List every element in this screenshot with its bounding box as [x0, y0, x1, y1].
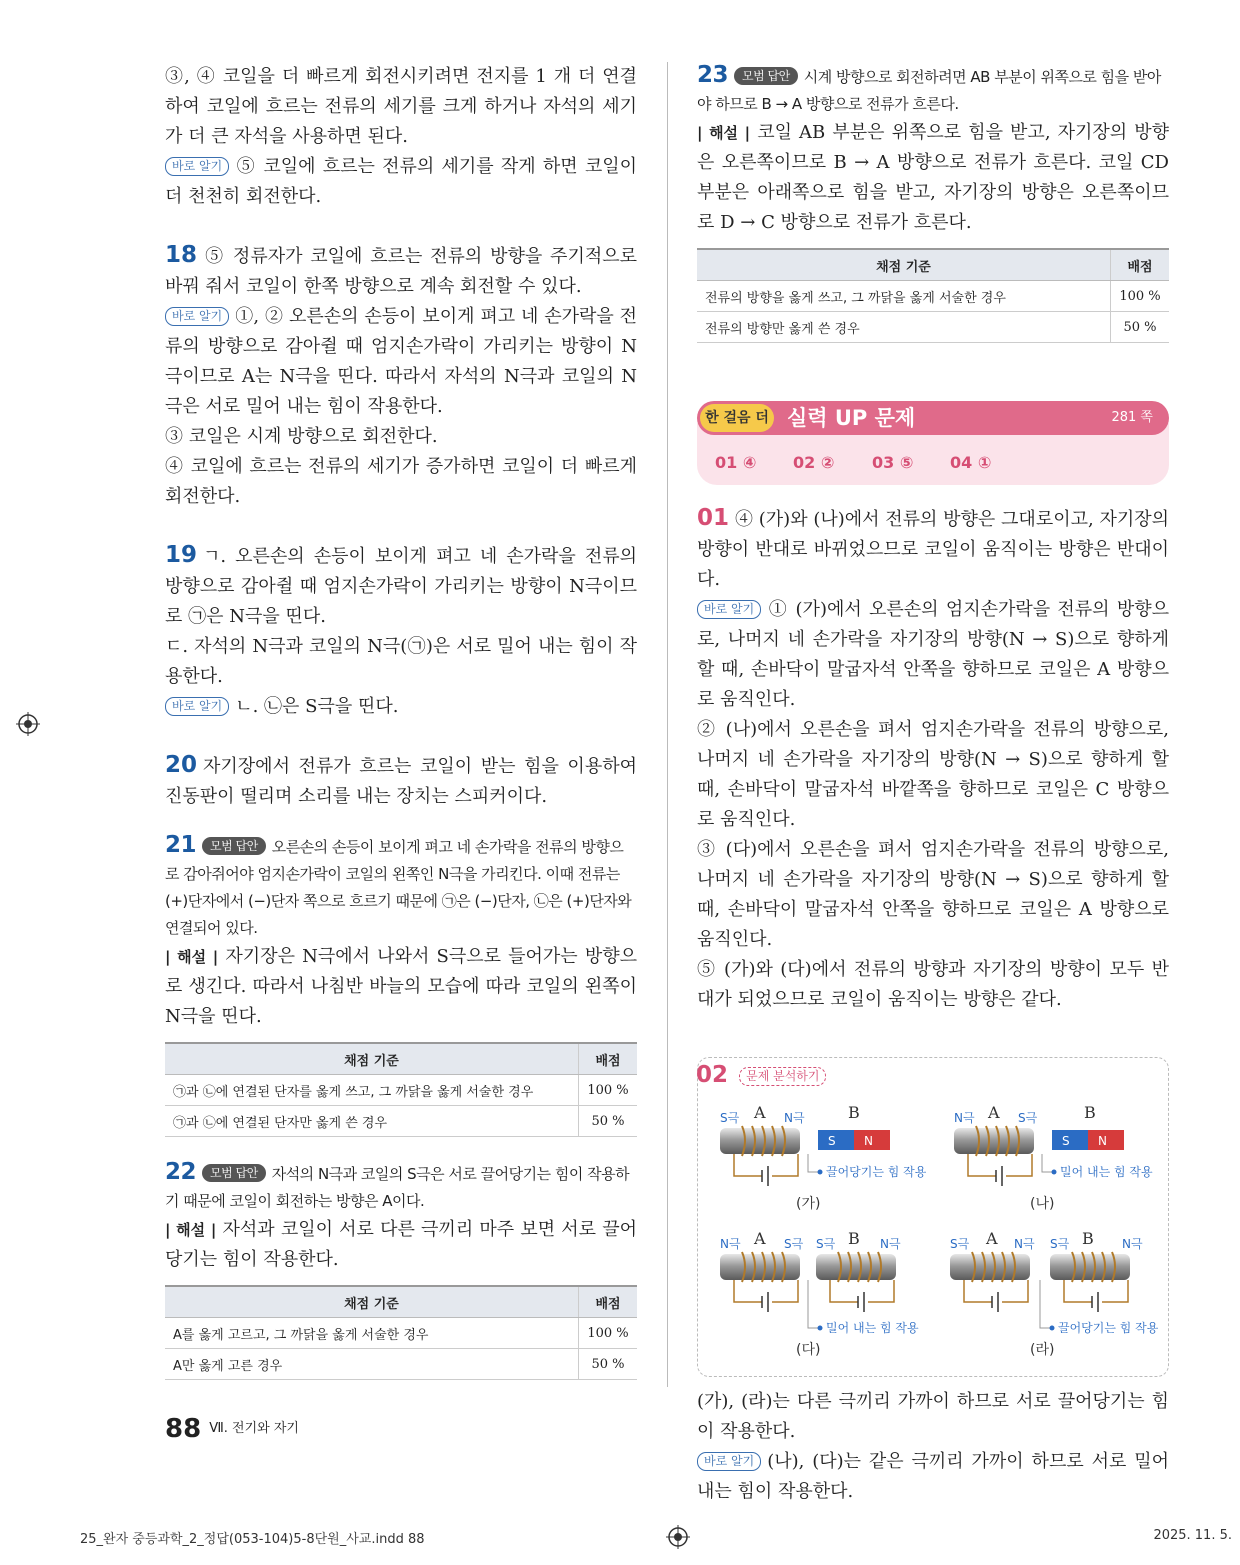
- table-row: ㉠과 ㉡에 연결된 단자를 옳게 쓰고, 그 까닭을 옳게 서술한 경우 100 %: [165, 1075, 637, 1106]
- svg-text:S극: S극: [1018, 1111, 1038, 1125]
- grading-table-21: 채점 기준 배점 ㉠과 ㉡에 연결된 단자를 옳게 쓰고, 그 까닭을 옳게 서술한 경우 100 % ㉠과 ㉡에 연결된 단자만 옳게 쓴 경우 50 %: [165, 1042, 637, 1137]
- svg-text:A: A: [754, 1229, 766, 1248]
- answer-item: 04 ①: [950, 453, 992, 472]
- magnet-coil-diagram: [698, 1058, 1168, 1376]
- question-number: 18: [165, 242, 198, 268]
- page-footer: [165, 1414, 299, 1444]
- print-file-info: 25_완자 중등과학_2_정답(053-104)5-8단원_사교.indd 88: [80, 1532, 425, 1547]
- problem-01: 01 ④ (가)와 (나)에서 전류의 방향은 그대로이고, 자기장의 방향이 반대로 바뀌었으므로 코일이 움직이는 방향은 반대이다.: [697, 505, 1169, 590]
- table-row: 전류의 방향만 옳게 쓴 경우 50 %: [697, 312, 1169, 343]
- print-date: 2025. 11. 5.: [1153, 1528, 1232, 1543]
- table-row: A를 옳게 고르고, 그 까닭을 옳게 서술한 경우 100 %: [165, 1318, 637, 1349]
- problem-02-note: 바로 알기 (나), (다)는 같은 극끼리 가까이 하므로 서로 밀어 내는 힘이 작용한다.: [697, 1451, 1169, 1502]
- answer-19: 19 ㄱ. 오른손의 손등이 보이게 펴고 네 손가락을 전류의 방향으로 감아쥘 때 엄지손가락이 가리키는 방향이 N극이므로 ㉠은 N극을 띤다.: [165, 542, 637, 627]
- answer-17-cont: ③, ④ 코일을 더 빠르게 회전시키려면 전지를 1 개 더 연결하여 코일에 흐르는 전류의 세기를 크게 하거나 자석의 세기가 더 큰 자석을 사용하면 된다.: [165, 66, 637, 147]
- page-number: 88: [165, 1414, 202, 1444]
- svg-text:S극: S극: [720, 1111, 740, 1125]
- analysis-diagram: 02 문제 분석하기 S N S극 N극 A B 끌어당기는 힘 작용 (가) S N N극 S극 A B 밀어 내는 힘 작용 (나) N극 S극 S극 N극 A B 밀어 내는 힘 작용 (다) S극 N극 S극 N극 A B 끌어당기는 힘 작용 (라): [697, 1057, 1169, 1377]
- svg-text:S극: S극: [950, 1237, 970, 1251]
- svg-text:S극: S극: [1050, 1237, 1070, 1251]
- grading-table-22: 채점 기준 배점 A를 옳게 고르고, 그 까닭을 옳게 서술한 경우 100 % A만 옳게 고른 경우 50 %: [165, 1285, 637, 1380]
- svg-text:N극: N극: [1122, 1237, 1143, 1251]
- problem-01-note: 바로 알기 ① (가)에서 오른손의 엄지손가락을 전류의 방향으로, 나머지 네 손가락을 자기장의 방향(N → S)으로 향하게 할 때, 손바닥이 말굽자석 안쪽을 향하므로 코일은 A 방향으로 움직인다.: [697, 599, 1169, 710]
- grading-table-23: 채점 기준 배점 전류의 방향을 옳게 쓰고, 그 까닭을 옳게 서술한 경우 100 % 전류의 방향만 옳게 쓴 경우 50 %: [697, 248, 1169, 343]
- answer-18-note: 바로 알기 ①, ② 오른손의 손등이 보이게 펴고 네 손가락을 전류의 방향으로 감아쥘 때 엄지손가락이 가리키는 방향이 N극이므로 A는 N극을 띤다. 따라서 자석의 N극과 코일의 N극은 서로 밀어 내는 힘이 작용한다.: [165, 306, 637, 417]
- table-row: ㉠과 ㉡에 연결된 단자만 옳게 쓴 경우 50 %: [165, 1106, 637, 1137]
- svg-text:(나): (나): [1030, 1196, 1055, 1212]
- answer-17-note: 바로 알기 ⑤ 코일에 흐르는 전류의 세기를 작게 하면 코일이 더 천천히 회전한다.: [165, 156, 637, 207]
- svg-text:S: S: [1062, 1134, 1070, 1148]
- svg-text:끌어당기는 힘 작용: 끌어당기는 힘 작용: [1058, 1321, 1159, 1335]
- registration-mark-icon: [666, 1525, 690, 1549]
- left-column: [165, 62, 637, 1384]
- answer-18: 18 ⑤ 정류자가 코일에 흐르는 전류의 방향을 주기적으로 바꿔 줘서 코일이 한쪽 방향으로 계속 회전할 수 있다.: [165, 242, 637, 297]
- explain-label: | 해설 |: [165, 948, 219, 966]
- registration-mark-icon: [16, 712, 40, 736]
- svg-text:B: B: [1084, 1103, 1096, 1122]
- column-divider: [667, 62, 668, 1387]
- answer-21-explain: | 해설 | 자기장은 N극에서 나와서 S극으로 들어가는 방향으로 생긴다. 따라서 나침반 바늘의 모습에 따라 코일의 왼쪽이 N극을 띤다.: [165, 946, 638, 1027]
- svg-text:N극: N극: [880, 1237, 901, 1251]
- svg-text:B: B: [848, 1103, 860, 1122]
- answer-21: 21 모범 답안 오른손의 손등이 보이게 펴고 네 손가락을 전류의 방향으로 감아쥐어야 엄지손가락이 코일의 왼쪽인 N극을 가리킨다. 이때 전류는 (+)단자에서 (−)단자 쪽으로 흐르기 때문에 ㉠은 (−)단자, ㉡은 (+)단자와 연결되어 있다.: [165, 832, 632, 937]
- svg-text:밀어 내는 힘 작용: 밀어 내는 힘 작용: [826, 1321, 919, 1335]
- baro-tag: 바로 알기: [165, 157, 229, 176]
- problem-01-line2: ② (나)에서 오른손을 펴서 엄지손가락을 전류의 방향으로, 나머지 네 손가락을 자기장의 방향(N → S)으로 향하게 할 때, 손바닥이 말굽자석 바깥쪽을 향하므로 코일은 C 방향으로 움직인다.: [697, 719, 1169, 830]
- model-answer-tag: 모범 답안: [202, 837, 266, 855]
- svg-text:끌어당기는 힘 작용: 끌어당기는 힘 작용: [826, 1165, 927, 1179]
- skill-up-box: [697, 401, 1169, 489]
- svg-text:(라): (라): [1030, 1342, 1055, 1358]
- panel-ga: [720, 1103, 927, 1212]
- answer-22: 22 모범 답안 자석의 N극과 코일의 S극은 서로 끌어당기는 힘이 작용하기 때문에 코일이 회전하는 방향은 A이다.: [165, 1159, 630, 1210]
- svg-text:N극: N극: [1014, 1237, 1035, 1251]
- answer-19-line2: ㄷ. 자석의 N극과 코일의 N극(㉠)은 서로 밀어 내는 힘이 작용한다.: [165, 636, 637, 687]
- panel-ra: [950, 1229, 1159, 1358]
- svg-text:밀어 내는 힘 작용: 밀어 내는 힘 작용: [1060, 1165, 1153, 1179]
- skill-up-title: 실력 UP 문제: [787, 406, 916, 430]
- svg-text:(가): (가): [796, 1196, 821, 1212]
- panel-da: [720, 1229, 919, 1358]
- table-row: 전류의 방향을 옳게 쓰고, 그 까닭을 옳게 서술한 경우 100 %: [697, 281, 1169, 312]
- chapter-title: Ⅶ. 전기와 자기: [209, 1421, 299, 1436]
- answer-23-explain: | 해설 | 코일 AB 부분은 위쪽으로 힘을 받고, 자기장의 방향은 오른쪽이므로 B → A 방향으로 전류가 흐른다. 코일 CD 부분은 아래쪽으로 힘을 받고, 자기장의 방향은 오른쪽이므로 D → C 방향으로 전류가 흐른다.: [697, 122, 1170, 233]
- panel-na: [954, 1103, 1153, 1212]
- svg-text:(다): (다): [796, 1342, 821, 1358]
- svg-text:N극: N극: [720, 1237, 741, 1251]
- answer-19-note: 바로 알기 ㄴ. ㉡은 S극을 띤다.: [165, 692, 637, 722]
- right-column: [697, 62, 1169, 1507]
- analysis-tag: 문제 분석하기: [739, 1067, 826, 1086]
- svg-text:A: A: [986, 1229, 998, 1248]
- answer-item: 02 ②: [793, 453, 835, 472]
- svg-text:S극: S극: [784, 1237, 804, 1251]
- svg-text:B: B: [1082, 1229, 1094, 1248]
- problem-01-line4: ⑤ (가)와 (다)에서 전류의 방향과 자기장의 방향이 모두 반대가 되었으므로 코일이 움직이는 방향은 같다.: [697, 959, 1169, 1010]
- svg-text:B: B: [848, 1229, 860, 1248]
- problem-02-text: (가), (라)는 다른 극끼리 가까이 하므로 서로 끌어당기는 힘이 작용한다.: [697, 1391, 1169, 1442]
- answer-item: 03 ⑤: [872, 453, 914, 472]
- answer-item: 01 ④: [715, 453, 757, 472]
- svg-text:N극: N극: [784, 1111, 805, 1125]
- svg-text:N: N: [1098, 1134, 1107, 1148]
- svg-text:N극: N극: [954, 1111, 975, 1125]
- svg-text:S극: S극: [816, 1237, 836, 1251]
- table-row: A만 옳게 고른 경우 50 %: [165, 1349, 637, 1380]
- answer-18-line4: ④ 코일에 흐르는 전류의 세기가 증가하면 코일이 더 빠르게 회전한다.: [165, 456, 637, 507]
- svg-text:S: S: [828, 1134, 836, 1148]
- skill-up-badge: 한 걸음 더: [700, 404, 774, 432]
- svg-text:N: N: [864, 1134, 873, 1148]
- svg-text:A: A: [988, 1103, 1000, 1122]
- answer-23: 23 모범 답안 시계 방향으로 회전하려면 AB 부분이 위쪽으로 힘을 받아야 하므로 B → A 방향으로 전류가 흐른다.: [697, 62, 1161, 113]
- problem-01-line3: ③ (다)에서 오른손을 펴서 엄지손가락을 전류의 방향으로, 나머지 네 손가락을 자기장의 방향(N → S)으로 향하게 할 때, 손바닥이 말굽자석 안쪽을 향하므로 코일은 A 방향으로 움직인다.: [697, 839, 1169, 950]
- answer-20: 20 자기장에서 전류가 흐르는 코일이 받는 힘을 이용하여 진동판이 떨리며 소리를 내는 장치는 스피커이다.: [165, 752, 637, 807]
- svg-text:A: A: [754, 1103, 766, 1122]
- skill-up-page: 281 쪽: [1111, 410, 1153, 425]
- answer-22-explain: | 해설 | 자석과 코일이 서로 다른 극끼리 마주 보면 서로 끌어당기는 힘이 작용한다.: [165, 1219, 638, 1270]
- answer-18-line3: ③ 코일은 시계 방향으로 회전한다.: [165, 426, 438, 447]
